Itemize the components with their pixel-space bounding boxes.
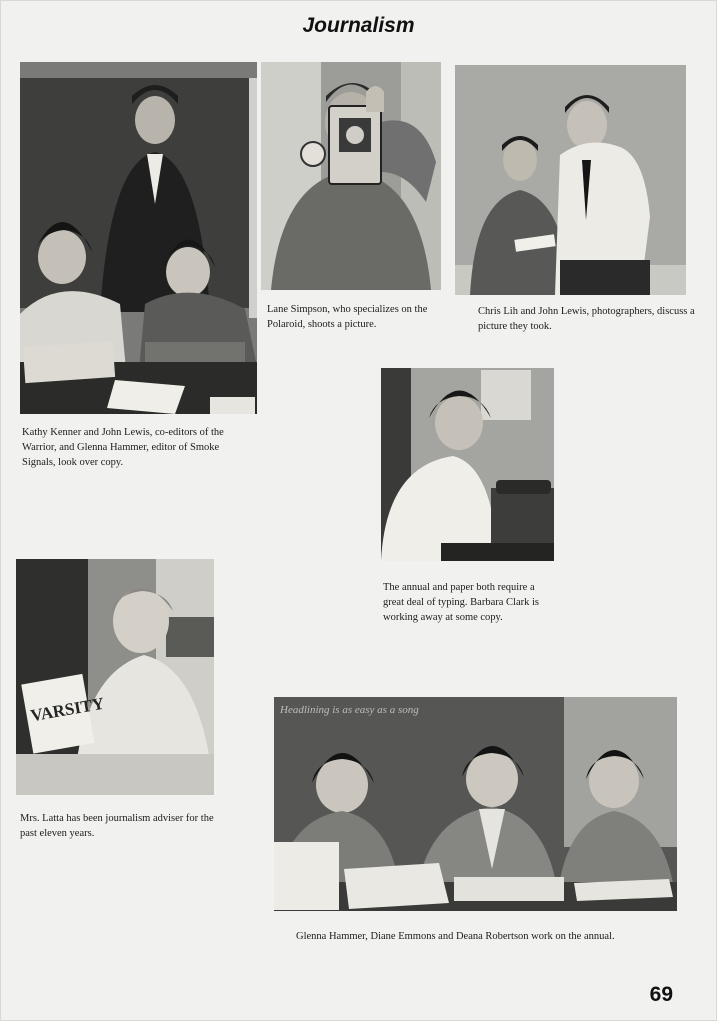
caption-photographers: Chris Lih and John Lewis, photographers, discuss a picture they took.: [478, 306, 695, 332]
photo-adviser: [16, 559, 214, 795]
photo-annual-staff: [274, 697, 677, 911]
page-title: Journalism: [302, 14, 415, 37]
caption-editors: Kathy Kenner and John Lewis, co-editors of the Warrior, and Glenna Hammer, editor of Smoke Signals, look over copy.: [22, 427, 224, 468]
caption-adviser: Mrs. Latta has been journalism adviser for the past eleven years.: [20, 813, 214, 839]
photo-photographers: [455, 65, 686, 295]
photo-typing: [381, 368, 554, 561]
caption-annual-staff: Glenna Hammer, Diane Emmons and Deana Robertson work on the annual.: [296, 931, 615, 942]
photo-editors-copy: [20, 62, 257, 414]
page-number: 69: [649, 983, 673, 1006]
caption-typing: The annual and paper both require a great deal of typing. Barbara Clark is working away at some copy.: [383, 582, 539, 623]
caption-polaroid: Lane Simpson, who specializes on the Polaroid, shoots a picture.: [267, 304, 428, 330]
varsity-sign-text: VARSITY: [29, 693, 106, 726]
chalkboard-text: Headlining is as easy as a song: [280, 704, 419, 716]
photo-polaroid: [261, 62, 441, 290]
